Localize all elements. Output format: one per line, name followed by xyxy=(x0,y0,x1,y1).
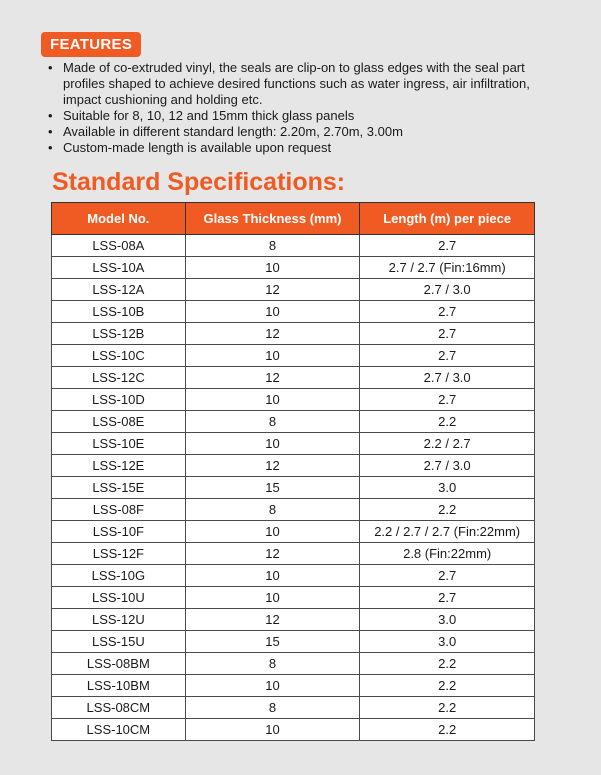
cell-thickness: 10 xyxy=(185,345,360,367)
cell-thickness: 15 xyxy=(185,477,360,499)
table-row xyxy=(52,411,535,433)
cell-thickness: 8 xyxy=(185,653,360,675)
cell-length: 2.2 xyxy=(360,675,535,697)
cell-thickness: 12 xyxy=(185,323,360,345)
cell-thickness: 8 xyxy=(185,235,360,257)
feature-item xyxy=(48,140,558,156)
cell-thickness: 10 xyxy=(185,301,360,323)
cell-model: LSS-08A xyxy=(52,235,186,257)
table-row xyxy=(52,477,535,499)
cell-thickness: 10 xyxy=(185,433,360,455)
cell-length: 2.7 / 3.0 xyxy=(360,455,535,477)
bullet-icon: • xyxy=(48,108,53,123)
cell-model: LSS-08BM xyxy=(52,653,186,675)
cell-model: LSS-10A xyxy=(52,257,186,279)
table-row xyxy=(52,609,535,631)
bullet-icon: • xyxy=(48,140,53,155)
table-row xyxy=(52,389,535,411)
cell-model: LSS-15E xyxy=(52,477,186,499)
cell-length: 2.7 xyxy=(360,565,535,587)
cell-thickness: 12 xyxy=(185,279,360,301)
cell-length: 2.2 xyxy=(360,499,535,521)
feature-item xyxy=(48,60,558,108)
table-row xyxy=(52,345,535,367)
spec-title: Standard Specifications: xyxy=(52,168,346,196)
cell-model: LSS-08F xyxy=(52,499,186,521)
bullet-icon: • xyxy=(48,60,53,75)
feature-text: Suitable for 8, 10, 12 and 15mm thick glass panels xyxy=(63,108,355,123)
table-row xyxy=(52,675,535,697)
cell-thickness: 10 xyxy=(185,675,360,697)
cell-length: 2.7 / 3.0 xyxy=(360,279,535,301)
cell-model: LSS-12B xyxy=(52,323,186,345)
cell-thickness: 10 xyxy=(185,389,360,411)
cell-length: 2.7 xyxy=(360,323,535,345)
table-row xyxy=(52,257,535,279)
cell-model: LSS-08CM xyxy=(52,697,186,719)
table-row xyxy=(52,565,535,587)
cell-model: LSS-08E xyxy=(52,411,186,433)
bullet-icon: • xyxy=(48,124,53,139)
table-row xyxy=(52,279,535,301)
cell-model: LSS-12C xyxy=(52,367,186,389)
cell-length: 2.7 / 2.7 (Fin:16mm) xyxy=(360,257,535,279)
cell-length: 2.2 xyxy=(360,411,535,433)
cell-length: 2.7 xyxy=(360,587,535,609)
cell-model: LSS-10CM xyxy=(52,719,186,741)
feature-item xyxy=(48,124,558,140)
cell-thickness: 10 xyxy=(185,565,360,587)
cell-model: LSS-10D xyxy=(52,389,186,411)
cell-thickness: 12 xyxy=(185,455,360,477)
cell-model: LSS-12E xyxy=(52,455,186,477)
cell-thickness: 10 xyxy=(185,521,360,543)
cell-model: LSS-15U xyxy=(52,631,186,653)
header-model: Model No. xyxy=(52,203,186,235)
header-length: Length (m) per piece xyxy=(360,203,535,235)
table-row xyxy=(52,587,535,609)
cell-length: 2.7 xyxy=(360,389,535,411)
cell-length: 2.2 / 2.7 xyxy=(360,433,535,455)
cell-length: 3.0 xyxy=(360,477,535,499)
table-header-row xyxy=(52,203,535,235)
cell-thickness: 15 xyxy=(185,631,360,653)
cell-model: LSS-10U xyxy=(52,587,186,609)
table-row xyxy=(52,697,535,719)
cell-model: LSS-10BM xyxy=(52,675,186,697)
cell-model: LSS-10F xyxy=(52,521,186,543)
cell-model: LSS-12A xyxy=(52,279,186,301)
cell-model: LSS-10G xyxy=(52,565,186,587)
cell-model: LSS-10B xyxy=(52,301,186,323)
cell-thickness: 10 xyxy=(185,587,360,609)
features-badge: FEATURES xyxy=(41,32,141,57)
table-row xyxy=(52,301,535,323)
table-row xyxy=(52,455,535,477)
cell-length: 2.7 xyxy=(360,235,535,257)
spec-table xyxy=(51,202,535,741)
table-row xyxy=(52,653,535,675)
cell-length: 2.7 xyxy=(360,345,535,367)
cell-thickness: 8 xyxy=(185,411,360,433)
cell-thickness: 8 xyxy=(185,697,360,719)
table-row xyxy=(52,499,535,521)
table-row xyxy=(52,543,535,565)
cell-length: 3.0 xyxy=(360,631,535,653)
feature-text: Available in different standard length: 2.20m, 2.70m, 3.00m xyxy=(63,124,403,139)
cell-thickness: 10 xyxy=(185,719,360,741)
cell-length: 2.7 xyxy=(360,301,535,323)
cell-thickness: 12 xyxy=(185,367,360,389)
header-thickness: Glass Thickness (mm) xyxy=(185,203,360,235)
cell-length: 2.7 / 3.0 xyxy=(360,367,535,389)
table-row xyxy=(52,235,535,257)
table-row xyxy=(52,719,535,741)
cell-model: LSS-12F xyxy=(52,543,186,565)
cell-thickness: 12 xyxy=(185,543,360,565)
cell-thickness: 8 xyxy=(185,499,360,521)
cell-thickness: 10 xyxy=(185,257,360,279)
cell-thickness: 12 xyxy=(185,609,360,631)
table-row xyxy=(52,367,535,389)
cell-length: 3.0 xyxy=(360,609,535,631)
cell-model: LSS-12U xyxy=(52,609,186,631)
feature-text: Made of co-extruded vinyl, the seals are clip-on to glass edges with the seal part profiles shaped to achieve desired functions such as water ingress, air infiltration, impact cushioning and holding etc. xyxy=(63,60,530,107)
cell-length: 2.2 xyxy=(360,697,535,719)
feature-text: Custom-made length is available upon request xyxy=(63,140,332,155)
table-row xyxy=(52,631,535,653)
feature-item xyxy=(48,108,558,124)
table-row xyxy=(52,323,535,345)
table-row xyxy=(52,521,535,543)
table-row xyxy=(52,433,535,455)
cell-length: 2.2 xyxy=(360,719,535,741)
cell-length: 2.2 / 2.7 / 2.7 (Fin:22mm) xyxy=(360,521,535,543)
cell-length: 2.8 (Fin:22mm) xyxy=(360,543,535,565)
cell-length: 2.2 xyxy=(360,653,535,675)
cell-model: LSS-10C xyxy=(52,345,186,367)
cell-model: LSS-10E xyxy=(52,433,186,455)
features-list xyxy=(48,60,558,156)
